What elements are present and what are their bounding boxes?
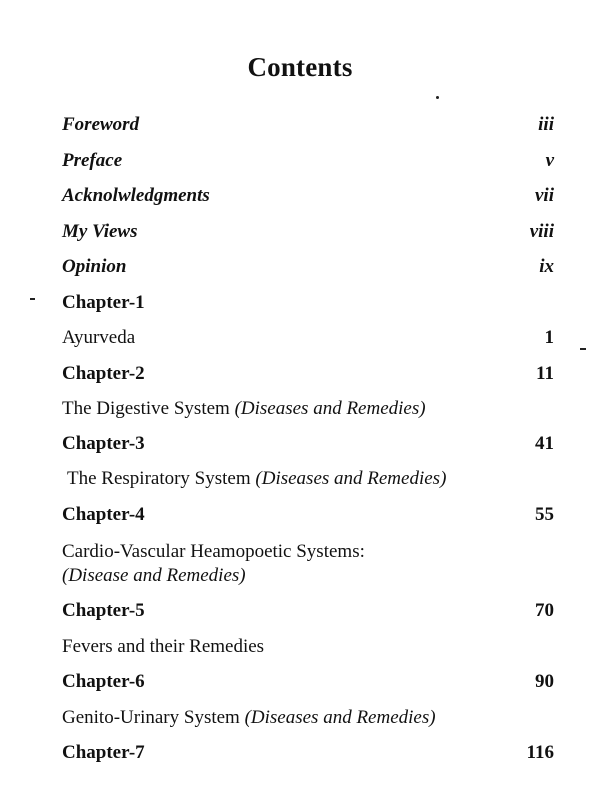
chapter-label: Chapter-1 [62,292,145,313]
toc-entry-acknowledgments[interactable] [62,184,554,208]
chapter-label: Chapter-3 [62,433,145,454]
chapter-page: 116 [526,742,554,763]
chapter-page: 11 [536,363,554,384]
toc-entry-page: v [545,150,554,171]
toc-entry-preface[interactable] [62,149,554,173]
toc-entry-page: ix [539,256,554,277]
toc-entry-page: iii [538,114,554,135]
chapter-heading-1[interactable] [62,291,554,315]
chapter-title: Cardio-Vascular Heamopoetic Systems: [62,541,365,562]
chapter-heading-4[interactable] [62,503,554,527]
chapter-page: 90 [535,671,554,692]
chapter-title-6 [62,706,562,730]
chapter-title-3 [67,467,567,491]
chapter-title-1[interactable] [62,326,554,350]
chapter-subtitle: (Diseases and Remedies) [234,398,426,419]
chapter-heading-7[interactable] [62,741,554,765]
scan-speck [580,348,586,350]
page-title: Contents [247,52,353,82]
chapter-subtitle: (Diseases and Remedies) [244,707,436,728]
toc-entry-page: viii [529,221,554,242]
scan-speck [436,96,439,99]
chapter-title: Genito-Urinary System [62,707,240,728]
chapter-label: Chapter-4 [62,504,145,525]
chapter-heading-6[interactable] [62,670,554,694]
chapter-heading-2[interactable] [62,362,554,386]
chapter-subtitle: (Disease and Remedies) [62,565,246,586]
chapter-title-4 [62,540,562,588]
chapter-label: Chapter-2 [62,363,145,384]
chapter-page: 41 [535,433,554,454]
chapter-title-page: 1 [544,327,554,348]
toc-entry-foreword[interactable] [62,113,554,137]
chapter-page: 70 [535,600,554,621]
chapter-title: The Respiratory System [67,468,251,489]
chapter-title: Ayurveda [62,327,136,348]
chapter-page: 55 [535,504,554,525]
chapter-label: Chapter-6 [62,671,145,692]
toc-entry-page: vii [535,185,554,206]
toc-entry-my-views[interactable] [62,220,554,244]
toc-entry-label: Preface [62,150,123,171]
chapter-heading-3[interactable] [62,432,554,456]
chapter-title: Fevers and their Remedies [62,636,265,657]
toc-entry-label: My Views [62,221,138,242]
scan-speck [30,298,35,300]
chapter-title: The Digestive System [62,398,230,419]
chapter-label: Chapter-5 [62,600,145,621]
toc-entry-label: Opinion [62,256,127,277]
chapter-title-2 [62,397,562,421]
chapter-heading-5[interactable] [62,599,554,623]
chapter-label: Chapter-7 [62,742,145,763]
toc-entry-label: Foreword [62,114,140,135]
chapter-title-5 [62,635,562,659]
toc-entry-opinion[interactable] [62,255,554,279]
chapter-subtitle: (Diseases and Remedies) [255,468,447,489]
toc-entry-label: Acknolwledgments [62,185,210,206]
